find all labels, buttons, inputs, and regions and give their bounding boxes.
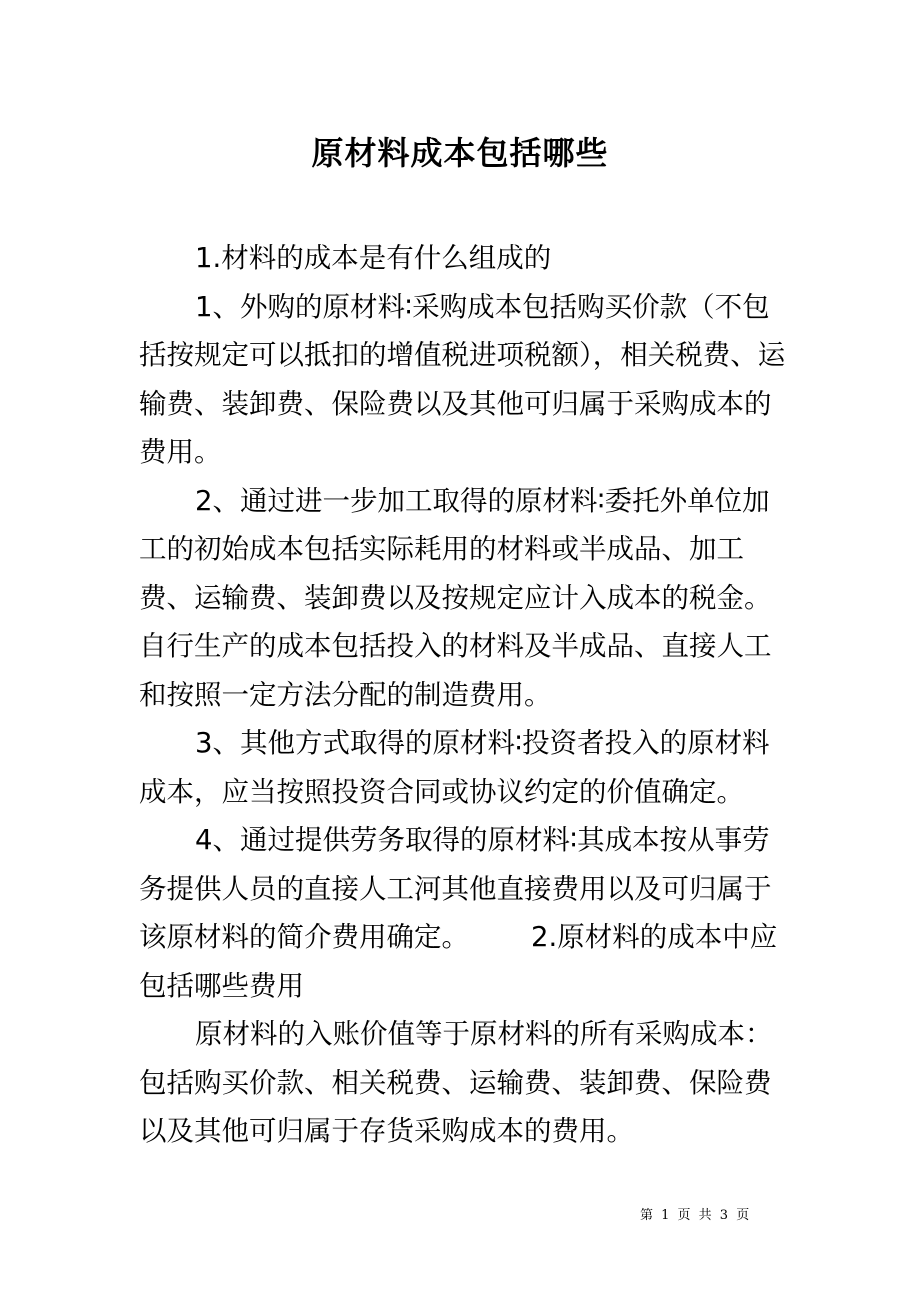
paragraph-2: 1、外购的原材料∶采购成本包括购买价款（不包括按规定可以抵扣的增值税进项税额），相关税费、运输费、装卸费、保险费以及其他可归属于采购成本的费用。 <box>139 290 786 468</box>
paragraph-6: 原材料的入账价值等于原材料的所有采购成本：包括购买价款、相关税费、运输费、装卸费、保险费以及其他可归属于存货采购成本的费用。 <box>139 1018 773 1147</box>
paragraph-3: 2、通过进一步加工取得的原材料∶委托外单位加工的初始成本包括实际耗用的材料或半成品、加工费、运输费、装卸费以及按规定应计入成本的税金。自行生产的成本包括投入的材料及半成品、直接人工和按照一定方法分配的制造费用。 <box>139 484 772 711</box>
document-title: 原材料成本包括哪些 <box>311 134 609 172</box>
document-body <box>139 234 789 1156</box>
paragraph-5-part-b: 2.原材料的成本中应包括哪些费用 <box>139 921 778 1002</box>
paragraph-5-part-a: 4、通过提供劳务取得的原材料∶其成本按从事劳务提供人员的直接人工河其他直接费用以及可归属于该原材料的简介费用确定。 <box>139 824 772 953</box>
page-number-footer: 第 1 页 共 3 页 <box>640 1208 752 1223</box>
paragraph-4: 3、其他方式取得的原材料∶投资者投入的原材料成本，应当按照投资合同或协议约定的价值确定。 <box>139 727 770 808</box>
paragraph-1: 1.材料的成本是有什么组成的 <box>195 242 552 274</box>
paragraph-5 <box>139 816 789 1010</box>
